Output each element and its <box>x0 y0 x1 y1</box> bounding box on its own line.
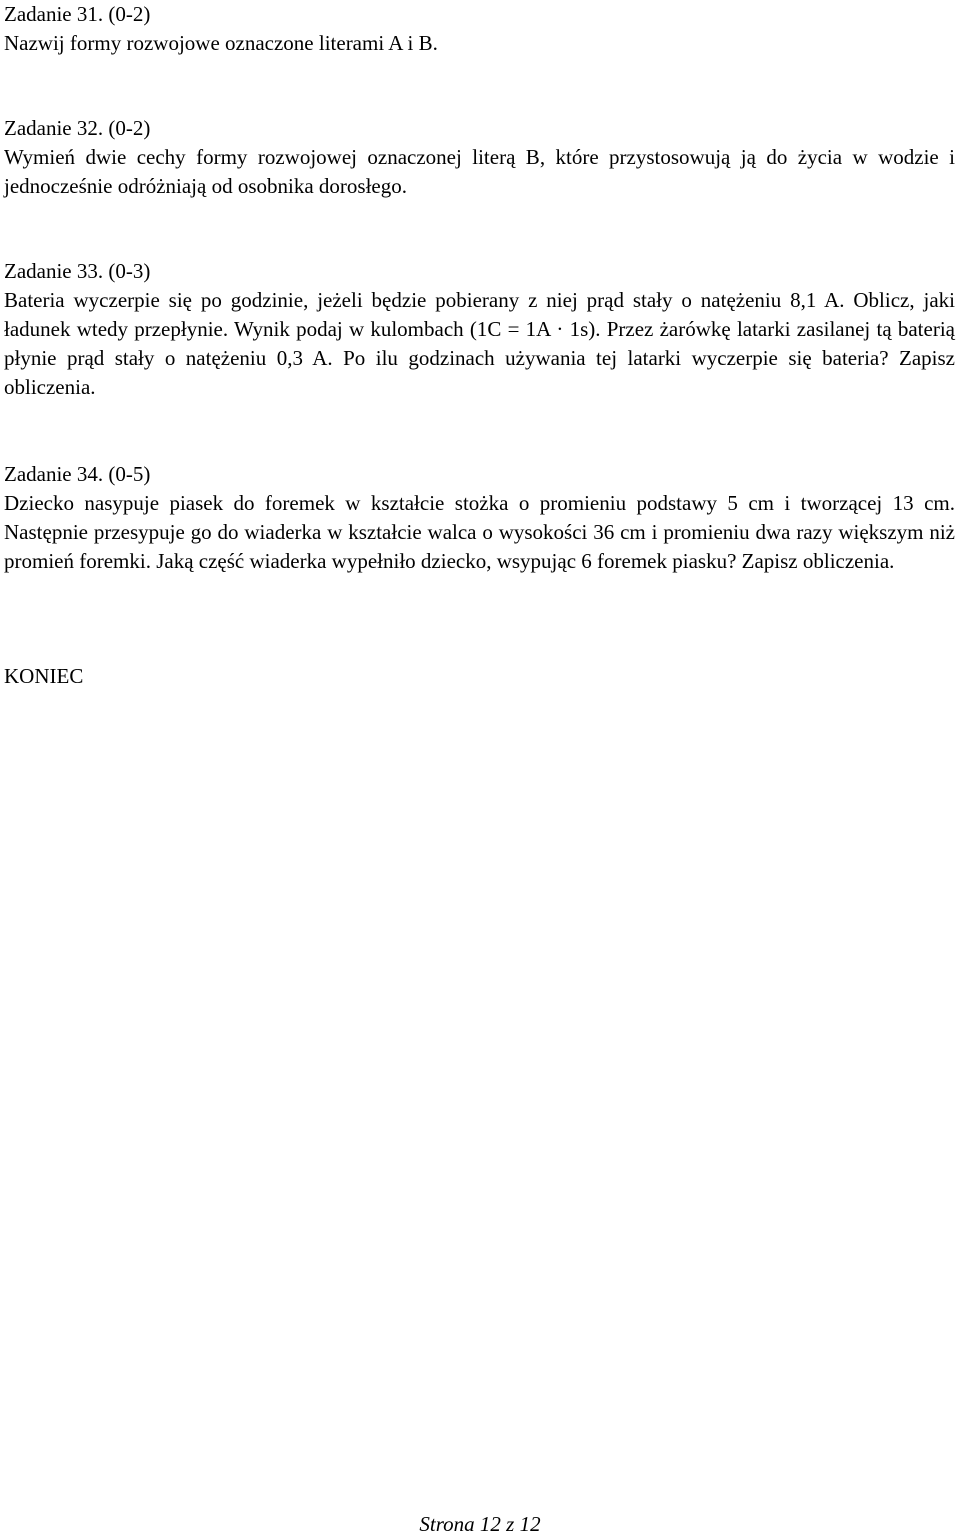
page-footer: Strona 12 z 12 <box>419 1512 541 1536</box>
task-31 <box>4 0 955 58</box>
task-header: Zadanie 34. (0-5) <box>4 462 151 486</box>
task-header: Zadanie 32. (0-2) <box>4 116 151 140</box>
task-text: Bateria wyczerpie się po godzinie, jeżeli będzie pobierany z niej prąd stały o natężeniu 8,1 A. Oblicz, jaki ładunek wtedy przepłynie. Wynik podaj w kulombach (1C = 1A · 1s). Przez żarówkę latarki zasilanej tą baterią płynie prąd stały o natężeniu 0,3 A. Po ilu godzinach używania tej latarki wyczerpie się bateria? Zapisz obliczenia. <box>4 288 955 399</box>
task-32 <box>4 114 955 201</box>
task-text: Nazwij formy rozwojowe oznaczone literami A i B. <box>4 31 438 55</box>
task-33 <box>4 257 955 402</box>
task-34 <box>4 460 955 576</box>
task-header: Zadanie 33. (0-3) <box>4 259 151 283</box>
task-text: Dziecko nasypuje piasek do foremek w kształcie stożka o promieniu podstawy 5 cm i tworzącej 13 cm. Następnie przesypuje go do wiaderka w kształcie walca o wysokości 36 cm i promieniu dwa razy większym niż promień foremki. Jaką część wiaderka wypełniło dziecko, wsypując 6 foremek piasku? Zapisz obliczenia. <box>4 491 955 573</box>
task-header: Zadanie 31. (0-2) <box>4 2 151 26</box>
end-marker: KONIEC <box>4 664 84 688</box>
task-text: Wymień dwie cechy formy rozwojowej oznaczonej literą B, które przystosowują ją do życia w wodzie i jednocześnie odróżniają od osobnika dorosłego. <box>4 145 955 198</box>
